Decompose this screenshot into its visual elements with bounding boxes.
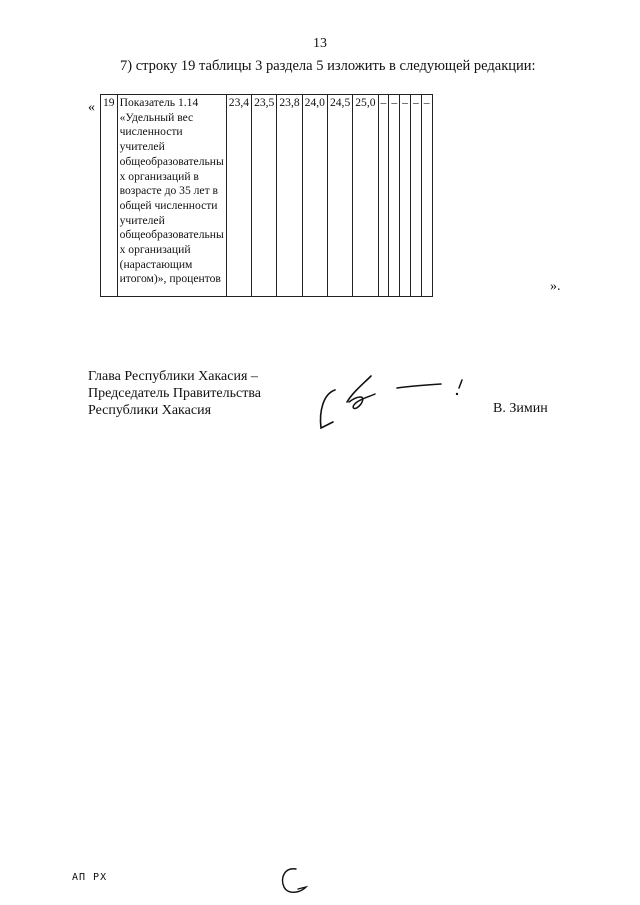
description-line: итогом)», процентов xyxy=(119,272,221,286)
signatory-title-line: Председатель Правительства xyxy=(88,386,261,401)
description-line: общеобразовательны xyxy=(119,228,224,242)
handwritten-initial-mark xyxy=(276,865,312,897)
row-number-cell: 19 xyxy=(101,95,118,297)
value-cell: – xyxy=(389,95,400,297)
signatory-title-line: Глава Республики Хакасия – xyxy=(88,369,258,384)
value-cell: 24,5 xyxy=(327,95,352,297)
closing-quote: ». xyxy=(550,279,561,294)
opening-quote: « xyxy=(88,100,95,115)
description-line: возрасте до 35 лет в xyxy=(119,184,219,198)
value-cell: – xyxy=(421,95,432,297)
description-line: (нарастающим xyxy=(119,257,193,271)
description-line: численности xyxy=(119,125,183,139)
footer-code: АП РХ xyxy=(72,872,108,883)
value-cell: 23,5 xyxy=(252,95,277,297)
description-line: Показатель 1.14 xyxy=(119,96,199,109)
signatory-title-line: Республики Хакасия xyxy=(88,403,212,418)
description-line: общей численности xyxy=(119,198,218,212)
indicator-description-cell xyxy=(117,95,226,297)
value-cell: – xyxy=(400,95,411,297)
signer-name: В. Зимин xyxy=(493,401,548,416)
description-line: учителей xyxy=(119,140,165,154)
description-line: х организаций xyxy=(119,243,191,257)
value-cell: 23,4 xyxy=(226,95,251,297)
value-cell: 23,8 xyxy=(277,95,302,297)
amendment-instruction: 7) строку 19 таблицы 3 раздела 5 изложить в следующей редакции: xyxy=(120,58,536,74)
value-cell: 24,0 xyxy=(302,95,327,297)
value-cell: – xyxy=(378,95,389,297)
description-line: х организаций в xyxy=(119,169,199,183)
description-line: «Удельный вес xyxy=(119,110,194,124)
description-line: общеобразовательны xyxy=(119,154,224,168)
page-number: 13 xyxy=(313,36,327,51)
value-cell: 25,0 xyxy=(353,95,378,297)
description-line: учителей xyxy=(119,213,165,227)
handwritten-signature xyxy=(305,372,475,432)
table-row xyxy=(101,95,433,297)
value-cell: – xyxy=(410,95,421,297)
amendment-table xyxy=(100,94,433,297)
signatory-title xyxy=(88,368,261,419)
